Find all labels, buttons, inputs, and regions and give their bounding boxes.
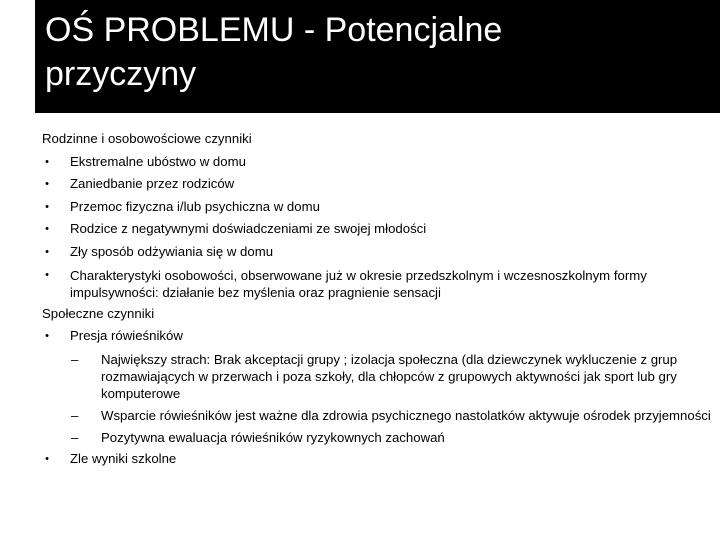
sublist-item-text: Największy strach: Brak akceptacji grupy ; izolacja społeczna (dla dziewczynek wykluczenie z grup rozmawiających w przerwach i poza szkoły, dla chłopców z grupowych aktywności jak sport lub gry komputerowe [101, 351, 678, 401]
title-line-2: przyczyny [45, 55, 197, 93]
bullet-icon: • [45, 155, 49, 168]
dash-icon: – [71, 351, 79, 367]
list-item-text: Zły sposób odżywiania się w domu [70, 243, 274, 259]
list-item-text: Zle wyniki szkolne [70, 450, 177, 466]
list-item [42, 196, 712, 219]
list-item-text: Charakterystyki osobowości, obserwowane już w okresie przedszkolnym i wczesnoszkolnym formy impulsywności: działanie bez myślenia oraz pragnienie sensacji [70, 267, 647, 300]
bullet-icon: • [45, 200, 49, 213]
social-factors-list-continued [42, 448, 712, 471]
list-item-text: Przemoc fizyczna i/lub psychiczna w domu [70, 198, 320, 214]
section-header-social: Społeczne czynniki [42, 305, 155, 321]
list-item-text: Zaniedbanie przez rodziców [70, 176, 235, 192]
bullet-icon: • [45, 268, 49, 281]
list-item [42, 241, 712, 264]
sublist-item [42, 348, 712, 404]
title-bar [35, 0, 720, 113]
family-factors-list [42, 151, 712, 303]
section-header-family: Rodzinne i osobowościowe czynniki [42, 131, 252, 146]
list-item [42, 325, 712, 348]
list-item-text: Ekstremalne ubóstwo w domu [70, 153, 246, 169]
bullet-icon: • [45, 245, 49, 258]
list-item [42, 448, 712, 471]
sublist-item-text: Pozytywna ewaluacja rówieśników ryzykownych zachowań [101, 429, 445, 445]
title-line-1: OŚ PROBLEMU - Potencjalne [45, 11, 503, 49]
dash-icon: – [71, 429, 79, 445]
bullet-icon: • [45, 330, 49, 343]
list-item [42, 151, 712, 174]
slide-title [45, 8, 710, 96]
sublist-item [42, 426, 712, 448]
list-item-text: Presja rówieśników [70, 328, 183, 344]
list-item [42, 218, 712, 241]
bullet-icon: • [45, 223, 49, 236]
bullet-icon: • [45, 452, 49, 465]
slide-content [42, 128, 712, 470]
dash-icon: – [71, 407, 79, 423]
bullet-icon: • [45, 178, 49, 191]
social-factors-list [42, 325, 712, 348]
sublist-item [42, 404, 712, 426]
list-item [42, 173, 712, 196]
list-item [42, 264, 712, 303]
list-item-text: Rodzice z negatywnymi doświadczeniami ze swojej młodości [70, 221, 427, 237]
sublist-item-text: Wsparcie rówieśników jest ważne dla zdrowia psychicznego nastolatków aktywuje ośrodek przyjemności [101, 407, 711, 423]
peer-pressure-sublist [42, 348, 712, 448]
